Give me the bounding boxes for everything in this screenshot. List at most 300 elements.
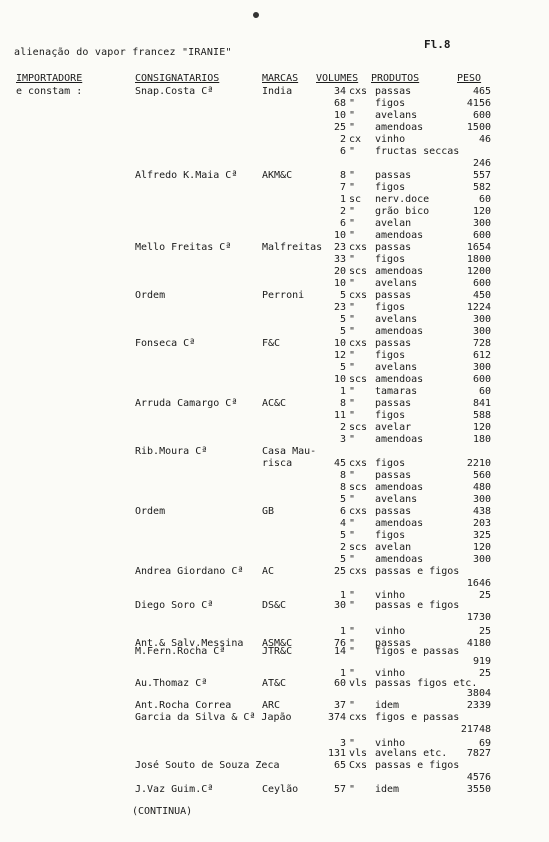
row-cons-cell: Garcia da Silva & Cª Japão <box>135 712 292 723</box>
row-vol-cell: 8 <box>339 482 346 493</box>
row-peso-cell: 1800 <box>466 254 491 265</box>
row-marca-cell: Malfreitas <box>262 242 323 253</box>
row-prod-cell: idem <box>375 700 400 711</box>
row-unit-cell: " <box>349 350 356 361</box>
row-vol-cell: 10 <box>333 338 346 349</box>
row-vol-cell: 6 <box>339 218 346 229</box>
row-prod-cell: amendoas <box>375 482 424 493</box>
row-peso-cell: 69 <box>478 738 491 749</box>
table-row <box>0 290 549 302</box>
row-prod-cell: passas <box>375 86 412 97</box>
row-prod-cell: passas <box>375 398 412 409</box>
row-unit-cell: vls <box>349 678 368 689</box>
table-row <box>0 230 549 242</box>
row-vol-cell: 60 <box>333 678 346 689</box>
row-unit-cell: cxs <box>349 338 368 349</box>
folio-number: Fl.8 <box>424 38 451 51</box>
row-peso-cell: 582 <box>472 182 491 193</box>
row-prod-cell: passas <box>375 170 412 181</box>
table-row <box>0 242 549 254</box>
table-row <box>0 278 549 290</box>
row-peso-cell: 300 <box>472 362 491 373</box>
importer-text: e constam <box>16 86 71 97</box>
row-prod-cell: figos <box>375 302 406 313</box>
row-peso-cell: 919 <box>472 656 491 667</box>
row-peso-cell: 841 <box>472 398 491 409</box>
table-row <box>0 398 549 410</box>
row-prod-cell: nerv.doce <box>375 194 430 205</box>
row-cons-cell: Alfredo K.Maia Cª <box>135 170 238 181</box>
table-row <box>0 194 549 206</box>
row-unit-cell: vls <box>349 748 368 759</box>
row-peso-cell: 3550 <box>466 784 491 795</box>
row-prod-cell: passas figos etc. <box>375 678 478 689</box>
table-row <box>0 700 549 712</box>
row-peso-cell: 4576 <box>466 772 491 783</box>
row-peso-cell: 2339 <box>466 700 491 711</box>
row-marca-cell: DS&C <box>262 600 287 611</box>
row-prod-cell: figos <box>375 182 406 193</box>
row-unit-cell: cx <box>349 134 362 145</box>
row-vol-cell: 76 <box>333 638 346 649</box>
row-peso-cell: 120 <box>472 542 491 553</box>
table-row <box>0 362 549 374</box>
row-peso-cell: 600 <box>472 230 491 241</box>
table-row <box>0 470 549 482</box>
row-peso-cell: 560 <box>472 470 491 481</box>
table-row <box>0 98 549 110</box>
row-marca-cell: JTR&C <box>262 646 293 657</box>
table-row <box>0 86 549 98</box>
row-prod-cell: passas <box>375 290 412 301</box>
row-peso-cell: 325 <box>472 530 491 541</box>
row-marca-cell: Perroni <box>262 290 305 301</box>
column-header-consignatarios: CONSIGNATARIOS <box>135 73 220 84</box>
row-peso-cell: 203 <box>472 518 491 529</box>
row-peso-cell: 600 <box>472 278 491 289</box>
row-peso-cell: 588 <box>472 410 491 421</box>
row-prod-cell: passas <box>375 338 412 349</box>
row-vol-cell: 8 <box>339 470 346 481</box>
row-prod-cell: avelans <box>375 362 418 373</box>
row-unit-cell: scs <box>349 374 368 385</box>
row-unit-cell: " <box>349 206 356 217</box>
row-vol-cell: 8 <box>339 170 346 181</box>
row-cons-cell: Snap.Costa Cª <box>135 86 214 97</box>
row-prod-cell: figos e passas <box>375 646 460 657</box>
table-row <box>0 566 549 578</box>
row-peso-cell: 1200 <box>466 266 491 277</box>
row-cons-cell: J.Vaz Guim.Cª <box>135 784 214 795</box>
row-unit-cell: " <box>349 386 356 397</box>
row-vol-cell: 1 <box>339 668 346 679</box>
row-cons-cell: Andrea Giordano Cª <box>135 566 244 577</box>
row-prod-cell: avelans etc. <box>375 748 448 759</box>
row-unit-cell: scs <box>349 422 368 433</box>
table-row <box>0 506 549 518</box>
row-prod-cell: vinho <box>375 626 406 637</box>
row-vol-cell: 45 <box>333 458 346 469</box>
row-vol-cell: 1 <box>339 626 346 637</box>
row-prod-cell: figos <box>375 98 406 109</box>
row-prod-cell: passas <box>375 242 412 253</box>
row-cons-cell: José Souto de Souza Zeca <box>135 760 280 771</box>
table-row <box>0 158 549 170</box>
row-unit-cell: " <box>349 738 356 749</box>
row-vol-cell: 10 <box>333 230 346 241</box>
row-vol-cell: 6 <box>339 146 346 157</box>
row-peso-cell: 25 <box>478 668 491 679</box>
table-row <box>0 170 549 182</box>
column-header-produtos: PRODUTOS <box>371 73 420 84</box>
row-peso-cell: 300 <box>472 326 491 337</box>
column-header-volumes: VOLUMES <box>316 73 359 84</box>
row-unit-cell: " <box>349 700 356 711</box>
row-peso-cell: 3804 <box>466 688 491 699</box>
row-prod-cell: passas <box>375 470 412 481</box>
row-marca-cell: ASM&C <box>262 638 293 649</box>
row-unit-cell: " <box>349 554 356 565</box>
row-peso-cell: 1224 <box>466 302 491 313</box>
row-vol-cell: 2 <box>339 134 346 145</box>
table-row <box>0 482 549 494</box>
row-cons-cell: Ordem <box>135 290 166 301</box>
table-row <box>0 254 549 266</box>
row-vol-cell: 6 <box>339 506 346 517</box>
row-prod-cell: vinho <box>375 668 406 679</box>
row-vol-cell: 3 <box>339 434 346 445</box>
row-vol-cell: 10 <box>333 374 346 385</box>
row-unit-cell: Cxs <box>349 760 368 771</box>
document-title: alienação do vapor francez "IRANIE" <box>14 47 232 58</box>
row-peso-cell: 450 <box>472 290 491 301</box>
row-peso-cell: 438 <box>472 506 491 517</box>
row-unit-cell: " <box>349 182 356 193</box>
table-row <box>0 326 549 338</box>
row-vol-cell: 4 <box>339 518 346 529</box>
table-row <box>0 458 549 470</box>
row-prod-cell: amendoas <box>375 554 424 565</box>
table-row <box>0 530 549 542</box>
row-vol-cell: 8 <box>339 398 346 409</box>
row-prod-cell: avelans <box>375 494 418 505</box>
row-marca-cell: India <box>262 86 293 97</box>
row-peso-cell: 246 <box>472 158 491 169</box>
row-prod-cell: avelar <box>375 422 412 433</box>
row-unit-cell: " <box>349 398 356 409</box>
row-peso-cell: 300 <box>472 554 491 565</box>
row-vol-cell: 2 <box>339 206 346 217</box>
table-row <box>0 434 549 446</box>
table-row <box>0 612 549 624</box>
row-unit-cell: " <box>349 530 356 541</box>
row-marca-cell: AC&C <box>262 398 287 409</box>
row-vol-cell: 1 <box>339 194 346 205</box>
row-marca-cell: GB <box>262 506 275 517</box>
table-row <box>0 302 549 314</box>
row-marca-cell: Ceylão <box>262 784 299 795</box>
row-vol-cell: 12 <box>333 350 346 361</box>
row-marca-cell: AC <box>262 566 275 577</box>
table-row <box>0 748 549 760</box>
row-prod-cell: grão bico <box>375 206 430 217</box>
table-row <box>0 542 549 554</box>
row-vol-cell: 10 <box>333 110 346 121</box>
table-row <box>0 578 549 590</box>
importer-colon: : <box>76 86 83 97</box>
table-row <box>0 724 549 736</box>
row-vol-cell: 23 <box>333 242 346 253</box>
row-marca-cell: F&C <box>262 338 281 349</box>
row-unit-cell: " <box>349 470 356 481</box>
row-vol-cell: 5 <box>339 530 346 541</box>
row-peso-cell: 46 <box>478 134 491 145</box>
row-prod-cell: figos <box>375 410 406 421</box>
row-prod-cell: amendoas <box>375 326 424 337</box>
row-prod-cell: avelans <box>375 278 418 289</box>
row-prod-cell: avelans <box>375 110 418 121</box>
row-peso-cell: 600 <box>472 374 491 385</box>
row-cons-cell: Rib.Moura Cª <box>135 446 208 457</box>
row-peso-cell: 600 <box>472 110 491 121</box>
row-peso-cell: 7827 <box>466 748 491 759</box>
row-unit-cell: " <box>349 326 356 337</box>
table-row <box>0 146 549 158</box>
row-vol-cell: 5 <box>339 290 346 301</box>
row-unit-cell: cxs <box>349 290 368 301</box>
row-marca-cell: ARC <box>262 700 281 711</box>
row-vol-cell: 131 <box>327 748 346 759</box>
row-vol-cell: 25 <box>333 122 346 133</box>
column-header-marcas: MARCAS <box>262 73 299 84</box>
row-unit-cell: " <box>349 646 356 657</box>
row-unit-cell: " <box>349 784 356 795</box>
row-peso-cell: 1654 <box>466 242 491 253</box>
row-unit-cell: " <box>349 314 356 325</box>
column-header-peso: PESO <box>457 73 482 84</box>
row-peso-cell: 1500 <box>466 122 491 133</box>
row-unit-cell: " <box>349 170 356 181</box>
continua-note: (CONTINUA) <box>132 806 193 817</box>
row-unit-cell: cxs <box>349 86 368 97</box>
row-peso-cell: 180 <box>472 434 491 445</box>
row-marca-cell: AT&C <box>262 678 287 689</box>
row-peso-cell: 4156 <box>466 98 491 109</box>
row-prod-cell: passas <box>375 638 412 649</box>
row-unit-cell: " <box>349 410 356 421</box>
row-cons-cell: Diego Soro Cª <box>135 600 214 611</box>
row-marca-cell: Casa Mau- <box>262 446 317 457</box>
row-prod-cell: amendoas <box>375 434 424 445</box>
table-row <box>0 350 549 362</box>
table-row <box>0 656 549 668</box>
row-vol-cell: 5 <box>339 554 346 565</box>
row-vol-cell: 2 <box>339 542 346 553</box>
row-vol-cell: 11 <box>333 410 346 421</box>
table-row <box>0 772 549 784</box>
row-unit-cell: sc <box>349 194 362 205</box>
table-row <box>0 760 549 772</box>
row-vol-cell: 5 <box>339 326 346 337</box>
row-peso-cell: 612 <box>472 350 491 361</box>
row-vol-cell: 3 <box>339 738 346 749</box>
table-row <box>0 410 549 422</box>
row-vol-cell: 23 <box>333 302 346 313</box>
row-unit-cell: cxs <box>349 566 368 577</box>
row-prod-cell: passas e figos <box>375 566 460 577</box>
row-unit-cell: " <box>349 434 356 445</box>
row-peso-cell: 4180 <box>466 638 491 649</box>
row-prod-cell: idem <box>375 784 400 795</box>
row-prod-cell: fructas seccas <box>375 146 460 157</box>
row-prod-cell: passas e figos <box>375 760 460 771</box>
row-prod-cell: avelans <box>375 314 418 325</box>
row-unit-cell: " <box>349 278 356 289</box>
row-unit-cell: " <box>349 98 356 109</box>
table-row <box>0 386 549 398</box>
row-vol-cell: 65 <box>333 760 346 771</box>
row-peso-cell: 60 <box>478 386 491 397</box>
row-vol-cell: 2 <box>339 422 346 433</box>
row-cons-cell: Fonseca Cª <box>135 338 196 349</box>
row-vol-cell: 68 <box>333 98 346 109</box>
table-row <box>0 554 549 566</box>
row-unit-cell: " <box>349 668 356 679</box>
row-unit-cell: " <box>349 626 356 637</box>
row-peso-cell: 1646 <box>466 578 491 589</box>
row-prod-cell: passas e figos <box>375 600 460 611</box>
table-row <box>0 374 549 386</box>
row-unit-cell: " <box>349 638 356 649</box>
row-vol-cell: 14 <box>333 646 346 657</box>
row-vol-cell: 34 <box>333 86 346 97</box>
table-row <box>0 688 549 700</box>
row-unit-cell: " <box>349 230 356 241</box>
row-peso-cell: 25 <box>478 590 491 601</box>
table-row <box>0 314 549 326</box>
row-prod-cell: amendoas <box>375 230 424 241</box>
row-marca-cell: risca <box>262 458 293 469</box>
row-prod-cell: passas <box>375 506 412 517</box>
row-prod-cell: vinho <box>375 590 406 601</box>
row-unit-cell: " <box>349 590 356 601</box>
table-row <box>0 110 549 122</box>
table-row <box>0 518 549 530</box>
row-peso-cell: 2210 <box>466 458 491 469</box>
row-vol-cell: 57 <box>333 784 346 795</box>
row-unit-cell: " <box>349 146 356 157</box>
row-unit-cell: " <box>349 494 356 505</box>
row-cons-cell: Arruda Camargo Cª <box>135 398 238 409</box>
row-prod-cell: figos <box>375 530 406 541</box>
row-peso-cell: 300 <box>472 494 491 505</box>
row-peso-cell: 21748 <box>460 724 491 735</box>
table-row <box>0 122 549 134</box>
row-prod-cell: avelan <box>375 542 412 553</box>
row-vol-cell: 33 <box>333 254 346 265</box>
row-peso-cell: 60 <box>478 194 491 205</box>
table-row <box>0 182 549 194</box>
row-unit-cell: cxs <box>349 506 368 517</box>
row-vol-cell: 374 <box>327 712 346 723</box>
table-row <box>0 218 549 230</box>
row-vol-cell: 10 <box>333 278 346 289</box>
row-unit-cell: cxs <box>349 458 368 469</box>
row-unit-cell: scs <box>349 266 368 277</box>
table-row <box>0 266 549 278</box>
row-peso-cell: 728 <box>472 338 491 349</box>
row-prod-cell: figos <box>375 350 406 361</box>
row-unit-cell: " <box>349 518 356 529</box>
row-marca-cell: AKM&C <box>262 170 293 181</box>
row-cons-cell: Ordem <box>135 506 166 517</box>
row-peso-cell: 465 <box>472 86 491 97</box>
table-row <box>0 446 549 458</box>
row-unit-cell: " <box>349 218 356 229</box>
table-row <box>0 134 549 146</box>
row-prod-cell: amendoas <box>375 122 424 133</box>
row-vol-cell: 30 <box>333 600 346 611</box>
row-cons-cell: M.Fern.Rocha Cª <box>135 646 226 657</box>
row-cons-cell: Ant.Rocha Correa <box>135 700 232 711</box>
table-row <box>0 494 549 506</box>
row-peso-cell: 120 <box>472 206 491 217</box>
table-row <box>0 712 549 724</box>
row-unit-cell: " <box>349 254 356 265</box>
column-header-importadore: IMPORTADORE <box>16 73 83 84</box>
row-vol-cell: 7 <box>339 182 346 193</box>
row-peso-cell: 1730 <box>466 612 491 623</box>
row-unit-cell: scs <box>349 542 368 553</box>
row-unit-cell: scs <box>349 482 368 493</box>
row-vol-cell: 5 <box>339 314 346 325</box>
row-vol-cell: 1 <box>339 590 346 601</box>
row-prod-cell: amendoas <box>375 518 424 529</box>
row-prod-cell: figos <box>375 254 406 265</box>
row-unit-cell: " <box>349 600 356 611</box>
row-prod-cell: avelan <box>375 218 412 229</box>
table-row <box>0 600 549 612</box>
row-unit-cell: " <box>349 362 356 373</box>
row-vol-cell: 20 <box>333 266 346 277</box>
table-row <box>0 206 549 218</box>
row-prod-cell: amendoas <box>375 266 424 277</box>
row-unit-cell: " <box>349 122 356 133</box>
row-peso-cell: 300 <box>472 314 491 325</box>
row-cons-cell: Ant.& Salv.Messina <box>135 638 244 649</box>
row-prod-cell: tamaras <box>375 386 418 397</box>
row-prod-cell: vinho <box>375 738 406 749</box>
row-cons-cell: Au.Thomaz Cª <box>135 678 208 689</box>
row-peso-cell: 557 <box>472 170 491 181</box>
row-prod-cell: vinho <box>375 134 406 145</box>
row-vol-cell: 5 <box>339 494 346 505</box>
row-unit-cell: " <box>349 302 356 313</box>
row-vol-cell: 37 <box>333 700 346 711</box>
row-unit-cell: " <box>349 110 356 121</box>
row-peso-cell: 25 <box>478 626 491 637</box>
table-row <box>0 626 549 638</box>
row-prod-cell: figos <box>375 458 406 469</box>
row-vol-cell: 25 <box>333 566 346 577</box>
row-unit-cell: cxs <box>349 242 368 253</box>
row-peso-cell: 120 <box>472 422 491 433</box>
row-prod-cell: figos e passas <box>375 712 460 723</box>
row-peso-cell: 480 <box>472 482 491 493</box>
table-row <box>0 784 549 796</box>
row-vol-cell: 1 <box>339 386 346 397</box>
row-prod-cell: amendoas <box>375 374 424 385</box>
